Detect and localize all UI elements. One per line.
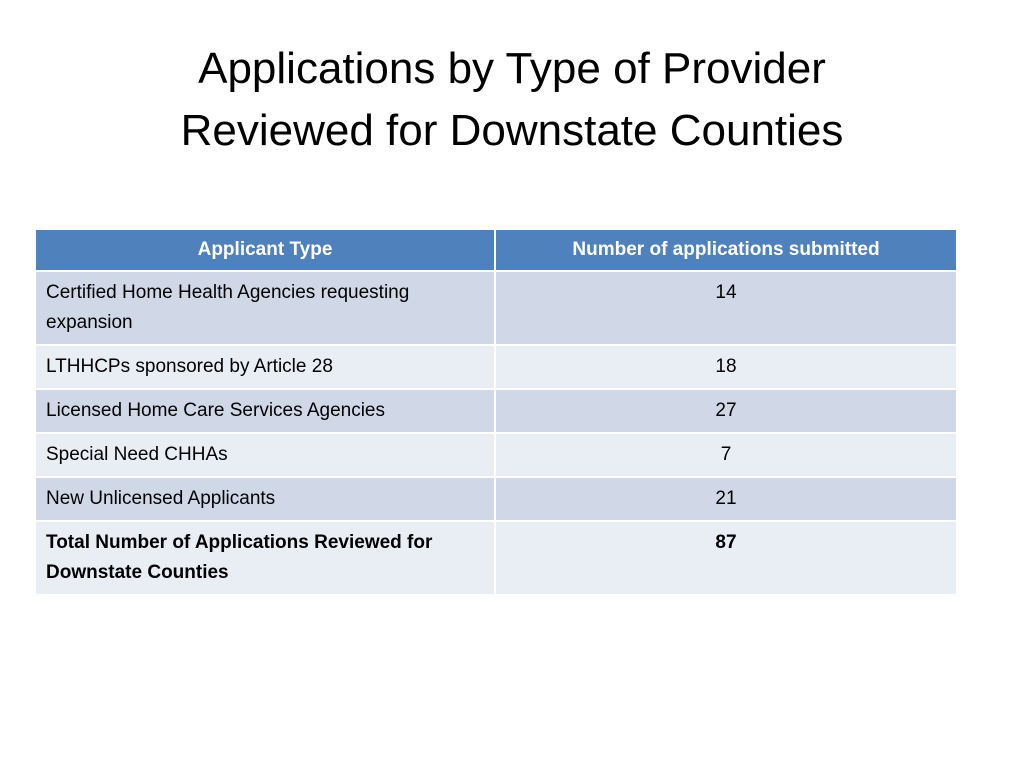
slide-title-line-2: Reviewed for Downstate Counties: [180, 106, 844, 155]
applications-table-container: [34, 230, 956, 596]
application-count-cell: 27: [495, 389, 957, 433]
table-row: [35, 271, 957, 345]
applicant-type-cell: Licensed Home Care Services Agencies: [35, 389, 495, 433]
header-number-of-applications: Number of applications submitted: [495, 230, 957, 271]
table-row: [35, 345, 957, 389]
header-applicant-type: Applicant Type: [35, 230, 495, 271]
application-count-cell: 21: [495, 477, 957, 521]
table-header-row: [35, 230, 957, 271]
total-count-cell: 87: [495, 521, 957, 595]
applicant-type-cell: Special Need CHHAs: [35, 433, 495, 477]
applications-table: [34, 230, 958, 596]
slide-title: [60, 38, 964, 162]
application-count-cell: 14: [495, 271, 957, 345]
total-row: [35, 521, 957, 595]
slide-title-line-1: Applications by Type of Provider: [198, 44, 826, 93]
table-row: [35, 389, 957, 433]
applicant-type-cell: New Unlicensed Applicants: [35, 477, 495, 521]
applicant-type-cell: Certified Home Health Agencies requesting expansion: [35, 271, 495, 345]
application-count-cell: 18: [495, 345, 957, 389]
applicant-type-cell: LTHHCPs sponsored by Article 28: [35, 345, 495, 389]
table-row: [35, 477, 957, 521]
table-row: [35, 433, 957, 477]
application-count-cell: 7: [495, 433, 957, 477]
total-label-cell: Total Number of Applications Reviewed for Downstate Counties: [35, 521, 495, 595]
